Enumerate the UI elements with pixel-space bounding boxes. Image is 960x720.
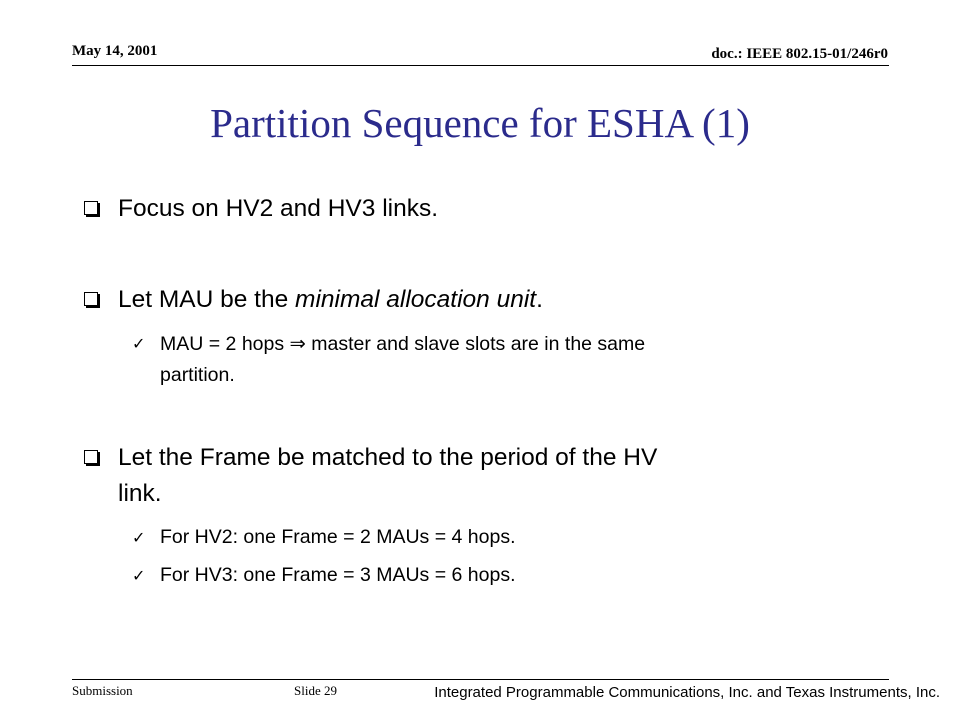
footer-slide-number: Slide 29 (294, 683, 337, 698)
slide-title: Partition Sequence for ESHA (1) (210, 100, 750, 146)
header-divider (72, 65, 889, 66)
header-doc-id: doc.: IEEE 802.15-01/246r0 (711, 46, 888, 62)
bullet-2-text (118, 286, 543, 314)
sub-bullet-2-1-line-1 (160, 332, 645, 356)
implies-symbol: ⇒ (289, 333, 306, 355)
square-bullet-icon (84, 201, 98, 215)
sub-bullet-2-1-text-rest: master and slave slots are in the same (305, 333, 646, 355)
sub-bullet-2-1-line-2: partition. (160, 364, 235, 386)
footer-divider (72, 679, 889, 680)
bullet-2-text-italic: minimal allocation unit (295, 286, 537, 313)
bullet-1-text: Focus on HV2 and HV3 links. (118, 195, 439, 222)
sub-bullet-2-1-text-before: MAU = 2 hops (160, 333, 290, 355)
square-bullet-icon (84, 450, 98, 464)
bullet-3-line-1: Let the Frame be matched to the period of the HV (118, 444, 658, 471)
header-date: May 14, 2001 (72, 43, 158, 59)
checkmark-icon: ✓ (132, 528, 146, 547)
checkmark-icon: ✓ (132, 566, 146, 585)
bullet-2-text-after: . (536, 286, 543, 313)
footer-organizations: Integrated Programmable Communications, Inc. and Texas Instruments, Inc. (434, 684, 940, 701)
footer-submission: Submission (72, 683, 133, 698)
square-bullet-icon (84, 292, 98, 306)
sub-bullet-3-1-text: For HV2: one Frame = 2 MAUs = 4 hops. (160, 526, 516, 548)
sub-bullet-3-2-text: For HV3: one Frame = 3 MAUs = 6 hops. (160, 564, 516, 586)
bullet-2-text-before: Let MAU be the (118, 286, 296, 313)
bullet-3-line-2: link. (118, 480, 162, 507)
checkmark-icon: ✓ (132, 334, 146, 353)
